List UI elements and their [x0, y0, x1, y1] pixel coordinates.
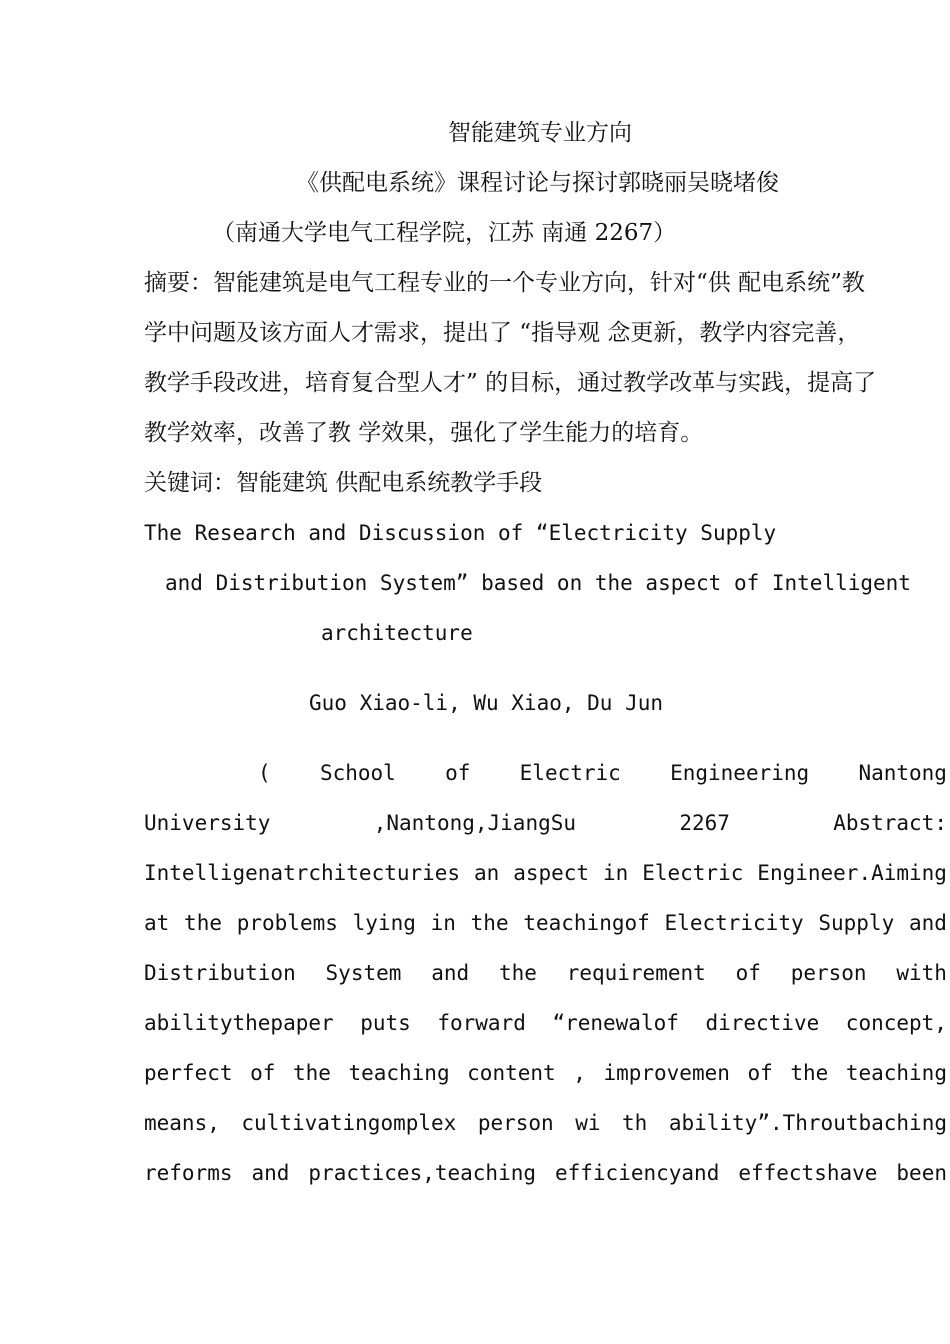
body-en-word: directive — [705, 1011, 820, 1035]
body-en-word: person — [790, 961, 867, 985]
body-en-line — [144, 958, 947, 988]
body-en-word: the — [292, 1061, 331, 1085]
doc-title: 智能建筑专业方向 — [448, 120, 632, 146]
body-en-word: lying — [352, 911, 416, 935]
body-en-word: with — [896, 961, 947, 985]
body-en-word: ,Nantong,JiangSu — [373, 811, 577, 835]
body-en-word: efficiencyand — [554, 1161, 720, 1185]
body-en-word: practices,teaching — [308, 1161, 536, 1185]
body-en-word: Engineering — [670, 761, 810, 785]
body-en-word: Supply — [818, 911, 895, 935]
body-en-word: Distribution — [144, 961, 296, 985]
body-en-word: an — [474, 861, 500, 885]
body-en-line — [144, 808, 947, 838]
title-en-line: The Research and Discussion of “Electricity Supply — [144, 521, 777, 545]
body-en-word: and — [908, 911, 947, 935]
body-en-word: System — [325, 961, 402, 985]
body-en-line — [258, 758, 947, 788]
body-en-word: the — [790, 1061, 829, 1085]
abstract-cn-line: 教学效率，改善了教 学效果，强化了学生能力的培育。 — [144, 420, 704, 446]
body-en-word: Intelligenatrchitecturies — [144, 861, 461, 885]
body-en-line — [144, 1108, 947, 1138]
body-en-word: University — [144, 811, 271, 835]
body-en-word: in — [430, 911, 456, 935]
body-en-line — [144, 858, 947, 888]
body-en-word: abilitythepaper — [144, 1011, 334, 1035]
body-en-word: teachingof — [523, 911, 650, 935]
keywords-cn: 关键词：智能建筑 供配电系统教学手段 — [144, 470, 543, 496]
abstract-cn-line: 摘要：智能建筑是电气工程专业的一个专业方向，针对“供 配电系统”教 — [144, 270, 865, 296]
body-en-word: improvemen — [603, 1061, 730, 1085]
authors-en: Guo Xiao-li, Wu Xiao, Du Jun — [309, 691, 664, 715]
body-en-word: “renewalof — [552, 1011, 679, 1035]
body-en-line — [144, 1008, 947, 1038]
abstract-cn-line: 学中问题及该方面人才需求，提出了 “指导观 念更新，教学内容完善， — [144, 320, 861, 346]
body-en-word: of — [747, 1061, 773, 1085]
body-en-word: 2267 — [679, 811, 730, 835]
body-en-word: of — [735, 961, 761, 985]
body-en-word: wi — [575, 1111, 601, 1135]
body-en-word: Abstract: — [833, 811, 947, 835]
body-en-word: Electricity — [664, 911, 804, 935]
body-en-word: concept, — [845, 1011, 947, 1035]
body-en-word: the — [184, 911, 222, 935]
body-en-word: aspect — [513, 861, 590, 885]
body-en-word: been — [896, 1161, 947, 1185]
body-en-line — [144, 1058, 947, 1088]
body-en-word: the — [498, 961, 537, 985]
body-en-word: means, — [144, 1111, 220, 1135]
body-en-word: forward — [437, 1011, 526, 1035]
body-en-word: effectshave — [738, 1161, 878, 1185]
body-en-word: content — [467, 1061, 556, 1085]
title-en-line: and Distribution System” based on the aspect of Intelligent — [165, 571, 911, 595]
body-en-word: problems — [236, 911, 338, 935]
body-en-word: and — [431, 961, 470, 985]
body-en-word: Electric — [519, 761, 621, 785]
body-en-word: teaching — [845, 1061, 947, 1085]
body-en-word: person — [477, 1111, 554, 1135]
doc-subtitle: 《供配电系统》课程讨论与探讨郭晓丽吴晓堵俊 — [296, 170, 779, 196]
body-en-line — [144, 1158, 947, 1188]
body-en-word: reforms — [144, 1161, 233, 1185]
body-en-word: requirement — [566, 961, 706, 985]
body-en-word: the — [470, 911, 509, 935]
body-en-word: Electric — [642, 861, 744, 885]
body-en-word: th — [622, 1111, 648, 1135]
body-en-word: teaching — [348, 1061, 450, 1085]
body-en-word: puts — [360, 1011, 411, 1035]
body-en-word: of — [445, 761, 471, 785]
body-en-word: , — [573, 1061, 586, 1085]
body-en-word: ability”.Throutbaching — [668, 1111, 947, 1135]
body-en-word: in — [603, 861, 629, 885]
body-en-word: perfect — [144, 1061, 233, 1085]
body-en-word: cultivatingomplex — [241, 1111, 457, 1135]
abstract-cn-line: 教学手段改进，培育复合型人才” 的目标，通过教学改革与实践，提高了 — [144, 370, 877, 396]
body-en-word: and — [251, 1161, 290, 1185]
body-en-word: of — [250, 1061, 276, 1085]
title-en-line: architecture — [321, 621, 473, 645]
body-en-line — [144, 908, 947, 938]
body-en-word: Nantong — [858, 761, 947, 785]
doc-affiliation: （南通大学电气工程学院，江苏 南通 2267） — [212, 220, 677, 246]
body-en-word: Engineer.Aiming — [757, 861, 947, 885]
body-en-word: School — [319, 761, 396, 785]
body-en-word: ( — [258, 761, 271, 785]
body-en-word: at — [144, 911, 170, 935]
